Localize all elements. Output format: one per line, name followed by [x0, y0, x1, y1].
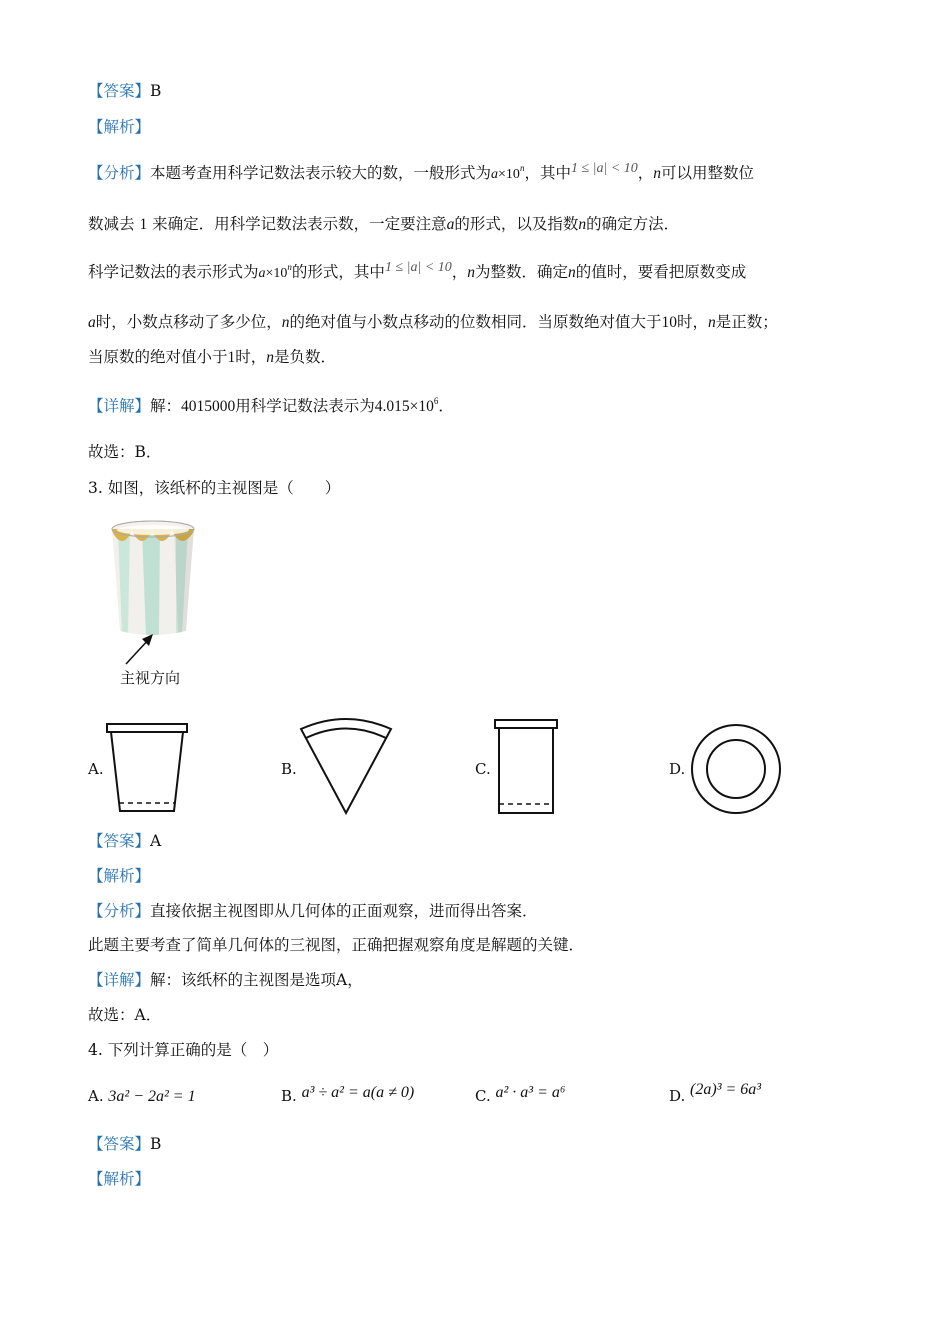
num: 4015000 [181, 398, 236, 415]
text: 时， [677, 313, 709, 331]
text: 是正数； [715, 313, 778, 331]
num: 10 [661, 314, 678, 331]
n-var: n [467, 264, 476, 281]
n-var: n [568, 264, 576, 281]
n-var: n [281, 314, 290, 331]
option-a-cup-front-view [104, 718, 194, 818]
fenxi-tag: 【分析】 [88, 902, 151, 920]
n-var: n [578, 216, 587, 233]
answer-value: B [150, 1135, 162, 1153]
q3-fenxi-line [88, 901, 538, 921]
q4-analysis-line [88, 1169, 150, 1189]
formula-times: ×10 [498, 167, 520, 182]
text: ． [438, 397, 454, 415]
fenxi-text: 直接依据主视图即从几何体的正面观察，进而得出答案． [150, 902, 538, 920]
fenxi-text4: 可以用整数位 [661, 164, 755, 182]
inequality: 1 ≤ |a| < 10 [384, 260, 452, 275]
detail-tag: 【详解】 [88, 397, 151, 415]
option-formula: a³ ÷ a² = a(a ≠ 0) [301, 1084, 415, 1101]
option-formula: a² · a³ = a⁶ [495, 1084, 566, 1101]
option-formula: (2a)³ = 6a³ [690, 1081, 762, 1098]
formula-a: a [491, 167, 499, 182]
q2-choose: 故选：B． [88, 443, 162, 461]
q3-question: 3. 如图，该纸杯的主视图是（ ） [88, 479, 341, 497]
fenxi-text2: ，其中 [524, 164, 571, 182]
analysis-tag: 【解析】 [88, 118, 151, 136]
text: 来确定．用科学记数法表示数，一定要注意 [152, 215, 447, 233]
n-var: n [653, 165, 662, 182]
q2-analysis-line [88, 117, 150, 137]
formula-a: a [258, 266, 266, 281]
q4-option-d [669, 1080, 762, 1105]
q3-analysis-line [88, 866, 150, 886]
q3-summary: 此题主要考查了简单几何体的三视图，正确把握观察角度是解题的关键． [88, 936, 585, 954]
option-label: C. [475, 1087, 491, 1105]
text: 时， [235, 348, 267, 366]
option-label: B. [281, 1087, 297, 1105]
option-label: A. [88, 1087, 104, 1105]
formula-exp: n [519, 163, 525, 173]
q2-line3 [88, 262, 746, 284]
option-c-label: C. [475, 760, 491, 778]
answer-value: B [150, 82, 162, 100]
text: 数减去 [88, 215, 135, 233]
fenxi-comma: ， [637, 164, 654, 182]
formula-exp: n [287, 262, 292, 272]
option-formula: 3a² − 2a² = 1 [108, 1088, 196, 1105]
q2-detail-line [88, 396, 454, 417]
option-b-sector-view [297, 715, 397, 819]
num: 1 [139, 216, 148, 233]
text: 当原数的绝对值小于 [88, 348, 228, 366]
text: 的绝对值与小数点移动的位数相同．当原数绝对值大于 [289, 313, 662, 331]
result-exp: 6 [433, 396, 439, 406]
formula-times: ×10 [265, 266, 288, 281]
q2-line5 [88, 347, 336, 368]
answer-tag: 【答案】 [88, 832, 151, 850]
text: 用科学记数法表示为 [235, 397, 375, 415]
text: 是负数． [274, 348, 337, 366]
q3-choose: 故选：A． [88, 1006, 162, 1024]
result: 4.015×10 [374, 398, 434, 415]
q2-line4 [88, 312, 778, 333]
q4-question: 4. 下列计算正确的是（ ） [88, 1041, 279, 1059]
text: 科学记数法的表示形式为 [88, 263, 259, 281]
q4-option-a [88, 1087, 196, 1106]
q4-answer-line [88, 1134, 161, 1154]
text: 解： [150, 397, 182, 415]
text: 为整数．确定 [475, 263, 569, 281]
detail-tag: 【详解】 [88, 971, 151, 989]
text: 的值时，要看把原数变成 [575, 263, 747, 281]
text: 的确定方法． [586, 215, 680, 233]
q2-answer-line [88, 81, 161, 101]
option-label: D. [669, 1087, 686, 1105]
num: 1 [227, 349, 236, 366]
q2-line2 [88, 214, 679, 235]
text: 时，小数点移动了多少位， [95, 313, 282, 331]
option-b-label: B. [281, 760, 297, 778]
q4-option-c [475, 1083, 566, 1105]
answer-value: A [150, 832, 162, 850]
n-var: n [708, 314, 716, 331]
option-c-rectangle-view [492, 716, 562, 820]
text: ， [451, 263, 468, 281]
q2-fenxi-line [88, 163, 754, 185]
q3-detail-line [88, 970, 363, 990]
answer-tag: 【答案】 [88, 82, 151, 100]
view-direction-label: 主视方向 [120, 669, 181, 687]
text: 的形式，以及指数 [454, 215, 579, 233]
answer-tag: 【答案】 [88, 1135, 151, 1153]
detail-text: 解：该纸杯的主视图是选项A， [150, 971, 363, 989]
q3-answer-line [88, 831, 161, 851]
view-direction-arrow [120, 628, 160, 668]
option-d-label: D. [669, 760, 686, 778]
fenxi-text: 本题考查用科学记数法表示较大的数，一般形式为 [150, 164, 492, 182]
option-a-label: A. [88, 760, 104, 778]
q4-option-b [281, 1083, 415, 1105]
a-var: a [446, 216, 455, 233]
n-var: n [266, 349, 275, 366]
option-d-ring-view [688, 722, 784, 818]
text: 的形式，其中 [291, 263, 385, 281]
analysis-tag: 【解析】 [88, 1170, 151, 1188]
fenxi-tag: 【分析】 [88, 164, 151, 182]
analysis-tag: 【解析】 [88, 867, 151, 885]
inequality: 1 ≤ |a| < 10 [570, 161, 638, 176]
a-var: a [88, 314, 96, 331]
